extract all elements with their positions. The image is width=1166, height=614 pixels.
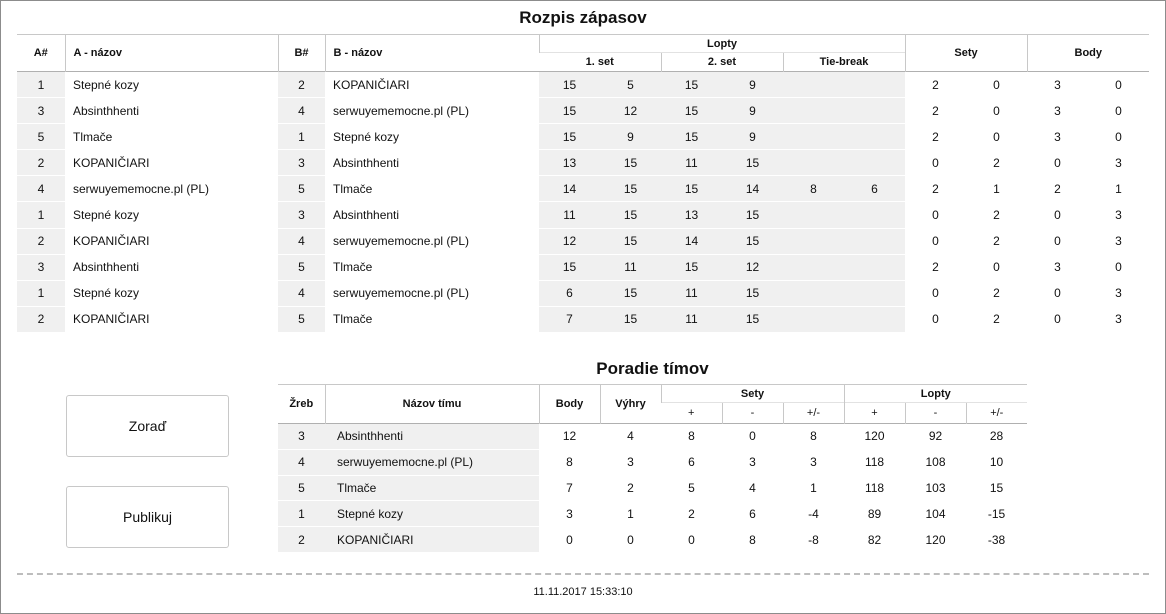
sets-b: 2	[966, 202, 1027, 228]
match-b-num: 3	[278, 202, 325, 228]
team-balls-plus: 89	[844, 501, 905, 527]
col-sets-plus: +	[661, 403, 722, 424]
points-b: 3	[1088, 150, 1149, 176]
team-balls-diff: 10	[966, 449, 1027, 475]
set2-a: 14	[661, 228, 722, 254]
standing-row	[278, 527, 1027, 553]
points-a: 3	[1027, 72, 1088, 98]
match-a-num: 1	[17, 202, 65, 228]
match-b-num: 4	[278, 280, 325, 306]
match-row	[17, 202, 1149, 228]
team-sets-minus: 0	[722, 424, 783, 450]
tiebreak-b	[844, 228, 905, 254]
team-sets-minus: 6	[722, 501, 783, 527]
match-b-num: 2	[278, 72, 325, 98]
sets-a: 2	[905, 176, 966, 202]
match-row	[17, 228, 1149, 254]
schedule-title: Rozpis zápasov	[519, 8, 647, 27]
team-wins: 1	[600, 501, 661, 527]
match-a-num: 3	[17, 98, 65, 124]
sets-b: 0	[966, 124, 1027, 150]
match-row	[17, 254, 1149, 280]
match-b-num: 4	[278, 228, 325, 254]
tiebreak-b	[844, 202, 905, 228]
tiebreak-a	[783, 202, 844, 228]
footer-timestamp: 11.11.2017 15:33:10	[533, 586, 633, 598]
col-set1: 1. set	[539, 53, 661, 72]
sets-a: 0	[905, 280, 966, 306]
points-a: 0	[1027, 150, 1088, 176]
set1-a: 6	[539, 280, 600, 306]
team-points: 7	[539, 475, 600, 501]
col-team-name: Názov tímu	[325, 385, 539, 424]
match-a-name: Absinthhenti	[65, 98, 278, 124]
match-row	[17, 280, 1149, 306]
sets-b: 0	[966, 98, 1027, 124]
set1-a: 14	[539, 176, 600, 202]
match-b-num: 5	[278, 306, 325, 332]
set1-b: 9	[600, 124, 661, 150]
sets-a: 2	[905, 98, 966, 124]
points-a: 3	[1027, 254, 1088, 280]
set1-b: 15	[600, 202, 661, 228]
team-sets-plus: 5	[661, 475, 722, 501]
team-name: KOPANIČIARI	[325, 527, 539, 553]
match-b-name: Tlmače	[325, 254, 539, 280]
tiebreak-b	[844, 150, 905, 176]
match-b-name: serwuyememocne.pl (PL)	[325, 98, 539, 124]
set2-a: 11	[661, 150, 722, 176]
team-points: 12	[539, 424, 600, 450]
team-sets-diff: 1	[783, 475, 844, 501]
team-points: 8	[539, 449, 600, 475]
team-name: serwuyememocne.pl (PL)	[325, 449, 539, 475]
points-b: 0	[1088, 72, 1149, 98]
sets-b: 2	[966, 306, 1027, 332]
set1-a: 7	[539, 306, 600, 332]
sets-a: 0	[905, 228, 966, 254]
match-b-name: Tlmače	[325, 176, 539, 202]
match-row	[17, 98, 1149, 124]
match-b-num: 3	[278, 150, 325, 176]
sets-a: 2	[905, 124, 966, 150]
points-b: 3	[1088, 202, 1149, 228]
match-b-name: serwuyememocne.pl (PL)	[325, 228, 539, 254]
match-a-name: KOPANIČIARI	[65, 228, 278, 254]
sets-a: 0	[905, 150, 966, 176]
points-a: 0	[1027, 228, 1088, 254]
set2-b: 9	[722, 98, 783, 124]
col-balls: Lopty	[539, 35, 905, 53]
set2-b: 9	[722, 124, 783, 150]
match-a-num: 1	[17, 72, 65, 98]
team-wins: 2	[600, 475, 661, 501]
team-sets-diff: 8	[783, 424, 844, 450]
set2-a: 11	[661, 306, 722, 332]
col-tiebreak: Tie-break	[783, 53, 905, 72]
team-draw: 1	[278, 501, 325, 527]
team-name: Tlmače	[325, 475, 539, 501]
tiebreak-b	[844, 98, 905, 124]
set1-b: 11	[600, 254, 661, 280]
team-balls-minus: 120	[905, 527, 966, 553]
set1-a: 13	[539, 150, 600, 176]
col-a-name: A - názov	[65, 35, 278, 72]
tiebreak-b	[844, 254, 905, 280]
points-a: 3	[1027, 98, 1088, 124]
team-balls-diff: 28	[966, 424, 1027, 450]
col-sets: Sety	[905, 35, 1027, 72]
set2-b: 15	[722, 306, 783, 332]
sets-a: 0	[905, 202, 966, 228]
match-a-num: 2	[17, 306, 65, 332]
set2-b: 14	[722, 176, 783, 202]
standing-row	[278, 501, 1027, 527]
points-b: 0	[1088, 98, 1149, 124]
match-a-num: 5	[17, 124, 65, 150]
tiebreak-a	[783, 280, 844, 306]
col-b-name: B - názov	[325, 35, 539, 72]
match-b-num: 1	[278, 124, 325, 150]
match-a-name: Stepné kozy	[65, 72, 278, 98]
col-sets-diff: +/-	[783, 403, 844, 424]
tiebreak-a	[783, 72, 844, 98]
col-points: Body	[1027, 35, 1149, 72]
match-b-num: 4	[278, 98, 325, 124]
col-standing-points: Body	[539, 385, 600, 424]
tiebreak-a	[783, 98, 844, 124]
team-balls-diff: 15	[966, 475, 1027, 501]
team-name: Absinthhenti	[325, 424, 539, 450]
set1-a: 12	[539, 228, 600, 254]
sets-b: 2	[966, 280, 1027, 306]
schedule-table	[17, 34, 1149, 333]
standing-row	[278, 424, 1027, 450]
col-b-num: B#	[278, 35, 325, 72]
set2-b: 15	[722, 202, 783, 228]
points-a: 3	[1027, 124, 1088, 150]
set1-a: 15	[539, 124, 600, 150]
set1-b: 15	[600, 150, 661, 176]
team-draw: 2	[278, 527, 325, 553]
set2-a: 15	[661, 254, 722, 280]
set2-b: 15	[722, 280, 783, 306]
points-a: 0	[1027, 202, 1088, 228]
match-b-num: 5	[278, 254, 325, 280]
set1-b: 5	[600, 72, 661, 98]
match-row	[17, 72, 1149, 98]
match-b-name: Absinthhenti	[325, 150, 539, 176]
team-draw: 5	[278, 475, 325, 501]
team-sets-diff: -8	[783, 527, 844, 553]
points-a: 2	[1027, 176, 1088, 202]
match-b-name: Absinthhenti	[325, 202, 539, 228]
match-a-num: 4	[17, 176, 65, 202]
sets-b: 2	[966, 228, 1027, 254]
sets-b: 1	[966, 176, 1027, 202]
team-sets-plus: 8	[661, 424, 722, 450]
set2-a: 15	[661, 176, 722, 202]
col-standing-balls: Lopty	[844, 385, 1027, 403]
tiebreak-a: 8	[783, 176, 844, 202]
points-a: 0	[1027, 280, 1088, 306]
points-b: 1	[1088, 176, 1149, 202]
sets-b: 2	[966, 150, 1027, 176]
set1-a: 15	[539, 98, 600, 124]
team-sets-diff: -4	[783, 501, 844, 527]
set2-b: 15	[722, 228, 783, 254]
col-set2: 2. set	[661, 53, 783, 72]
set1-b: 15	[600, 306, 661, 332]
set2-b: 9	[722, 72, 783, 98]
set2-b: 12	[722, 254, 783, 280]
tiebreak-a	[783, 150, 844, 176]
match-row	[17, 306, 1149, 332]
col-standing-sets: Sety	[661, 385, 844, 403]
points-a: 0	[1027, 306, 1088, 332]
team-sets-minus: 4	[722, 475, 783, 501]
set1-a: 11	[539, 202, 600, 228]
match-b-name: Stepné kozy	[325, 124, 539, 150]
tiebreak-a	[783, 254, 844, 280]
set2-a: 15	[661, 98, 722, 124]
standings-title: Poradie tímov	[596, 359, 709, 378]
match-a-name: serwuyememocne.pl (PL)	[65, 176, 278, 202]
match-a-num: 2	[17, 228, 65, 254]
sets-a: 2	[905, 72, 966, 98]
team-balls-plus: 120	[844, 424, 905, 450]
team-balls-plus: 82	[844, 527, 905, 553]
match-a-name: KOPANIČIARI	[65, 306, 278, 332]
match-a-name: KOPANIČIARI	[65, 150, 278, 176]
match-a-num: 2	[17, 150, 65, 176]
team-name: Stepné kozy	[325, 501, 539, 527]
team-draw: 4	[278, 449, 325, 475]
match-b-name: Tlmače	[325, 306, 539, 332]
match-a-name: Stepné kozy	[65, 280, 278, 306]
team-balls-minus: 92	[905, 424, 966, 450]
match-a-num: 1	[17, 280, 65, 306]
team-sets-plus: 6	[661, 449, 722, 475]
match-row	[17, 150, 1149, 176]
team-wins: 0	[600, 527, 661, 553]
footer-divider	[17, 573, 1149, 575]
team-sets-plus: 0	[661, 527, 722, 553]
team-balls-diff: -15	[966, 501, 1027, 527]
team-points: 0	[539, 527, 600, 553]
points-b: 0	[1088, 124, 1149, 150]
match-a-num: 3	[17, 254, 65, 280]
set2-b: 15	[722, 150, 783, 176]
set2-a: 15	[661, 124, 722, 150]
team-sets-minus: 3	[722, 449, 783, 475]
team-wins: 3	[600, 449, 661, 475]
team-points: 3	[539, 501, 600, 527]
set2-a: 15	[661, 72, 722, 98]
tiebreak-a	[783, 124, 844, 150]
points-b: 3	[1088, 306, 1149, 332]
sets-b: 0	[966, 254, 1027, 280]
sets-b: 0	[966, 72, 1027, 98]
sort-button[interactable]: Zoraď	[66, 395, 229, 457]
set1-b: 12	[600, 98, 661, 124]
set1-b: 15	[600, 176, 661, 202]
match-b-num: 5	[278, 176, 325, 202]
tiebreak-b	[844, 72, 905, 98]
team-balls-diff: -38	[966, 527, 1027, 553]
col-wins: Výhry	[600, 385, 661, 424]
team-draw: 3	[278, 424, 325, 450]
match-a-name: Absinthhenti	[65, 254, 278, 280]
team-balls-minus: 103	[905, 475, 966, 501]
set2-a: 13	[661, 202, 722, 228]
sets-a: 0	[905, 306, 966, 332]
set2-a: 11	[661, 280, 722, 306]
tiebreak-b	[844, 306, 905, 332]
match-a-name: Stepné kozy	[65, 202, 278, 228]
match-b-name: serwuyememocne.pl (PL)	[325, 280, 539, 306]
team-balls-plus: 118	[844, 475, 905, 501]
team-balls-minus: 108	[905, 449, 966, 475]
team-balls-plus: 118	[844, 449, 905, 475]
sets-a: 2	[905, 254, 966, 280]
points-b: 3	[1088, 228, 1149, 254]
col-a-num: A#	[33, 47, 48, 59]
team-wins: 4	[600, 424, 661, 450]
tiebreak-a	[783, 306, 844, 332]
points-b: 0	[1088, 254, 1149, 280]
tiebreak-b	[844, 280, 905, 306]
set1-b: 15	[600, 280, 661, 306]
team-sets-plus: 2	[661, 501, 722, 527]
standing-row	[278, 449, 1027, 475]
team-sets-minus: 8	[722, 527, 783, 553]
match-row	[17, 176, 1149, 202]
set1-a: 15	[539, 72, 600, 98]
set1-a: 15	[539, 254, 600, 280]
col-draw: Žreb	[289, 398, 314, 410]
points-b: 3	[1088, 280, 1149, 306]
tiebreak-a	[783, 228, 844, 254]
publish-button[interactable]: Publikuj	[66, 486, 229, 548]
col-balls-minus: -	[905, 403, 966, 424]
tiebreak-b: 6	[844, 176, 905, 202]
tiebreak-b	[844, 124, 905, 150]
set1-b: 15	[600, 228, 661, 254]
match-row	[17, 124, 1149, 150]
match-b-name: KOPANIČIARI	[325, 72, 539, 98]
col-balls-plus: +	[844, 403, 905, 424]
col-balls-diff: +/-	[966, 403, 1027, 424]
team-sets-diff: 3	[783, 449, 844, 475]
standings-table	[278, 384, 1027, 553]
col-sets-minus: -	[722, 403, 783, 424]
match-a-name: Tlmače	[65, 124, 278, 150]
standing-row	[278, 475, 1027, 501]
team-balls-minus: 104	[905, 501, 966, 527]
